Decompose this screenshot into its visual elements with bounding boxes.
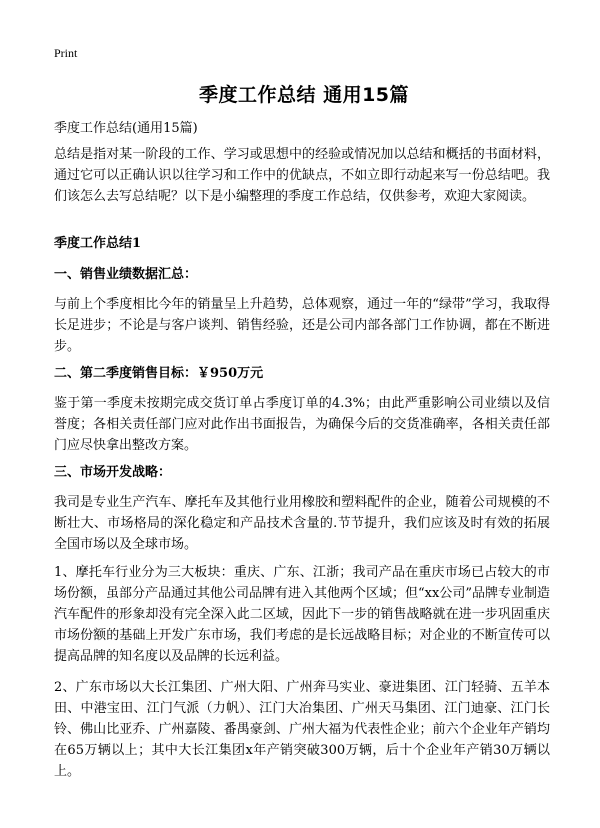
heading-sales-target: 二、第二季度销售目标：￥950万元	[54, 366, 264, 381]
heading-sales-data: 一、销售业绩数据汇总：	[54, 267, 198, 282]
subtitle: 季度工作总结(通用15篇)	[54, 121, 198, 136]
page-title: 季度工作总结 通用15篇	[198, 84, 410, 106]
paragraph-sales-data: 与前上个季度相比今年的销量呈上升趋势，总体观察，通过一年的“绿带”学习，我取得长足进步；不论是与客户谈判、销售经验，还是公司内部各部门工作协调，都在不断进步。	[54, 297, 550, 354]
section-title: 季度工作总结1	[54, 236, 142, 251]
heading-market-strategy: 三、市场开发战略：	[54, 465, 172, 480]
paragraph-market-strategy: 我司是专业生产汽车、摩托车及其他行业用橡胶和塑料配件的企业，随着公司规模的不断壮大、市场格局的深化稳定和产品技术含量的.节节提升，我们应该及时有效的拓展全国市场以及全球市场。	[54, 495, 550, 552]
print-link[interactable]: Print	[54, 46, 78, 60]
paragraph-sales-target: 鉴于第一季度未按期完成交货订单占季度订单的4.3%；由此严重影响公司业绩以及信誉度；各相关责任部门应对此作出书面报告，为确保今后的交货准确率，各相关责任部门应尽快拿出整改方案。	[54, 396, 550, 453]
paragraph-motorcycle-industry: 1、摩托车行业分为三大板块：重庆、广东、江浙；我司产品在重庆市场已占较大的市场份额，虽部分产品通过其他公司品牌有进入其他两个区域；但“xx公司”品牌专业制造汽车配件的形象却没有完全深入此二区域，因此下一步的销售战略就在进一步巩固重庆市场份额的基础上开发广东市场，我们考虑的是长远战略目标；对企业的不断宣传可以提高品牌的知名度以及品牌的长远利益。	[54, 565, 550, 664]
intro-paragraph: 总结是指对某一阶段的工作、学习或思想中的经验或情况加以总结和概括的书面材料，通过它可以正确认识以往学习和工作中的优缺点，不如立即行动起来写一份总结吧。我们该怎么去写总结呢？以下是小编整理的季度工作总结，仅供参考，欢迎大家阅读。	[54, 147, 550, 204]
paragraph-guangdong-market: 2、广东市场以大长江集团、广州大阳、广州奔马实业、豪进集团、江门轻骑、五羊本田、中港宝田、江门气派（力帆）、江门大冶集团、广州天马集团、江门迪豪、江门长铃、佛山比亚乔、广州嘉陵、番禺豪剑、广州大福为代表性企业；前六个企业年产销均在65万辆以上；其中大长江集团x年产销突破300万辆，后十个企业年产销30万辆以上。	[54, 680, 550, 779]
